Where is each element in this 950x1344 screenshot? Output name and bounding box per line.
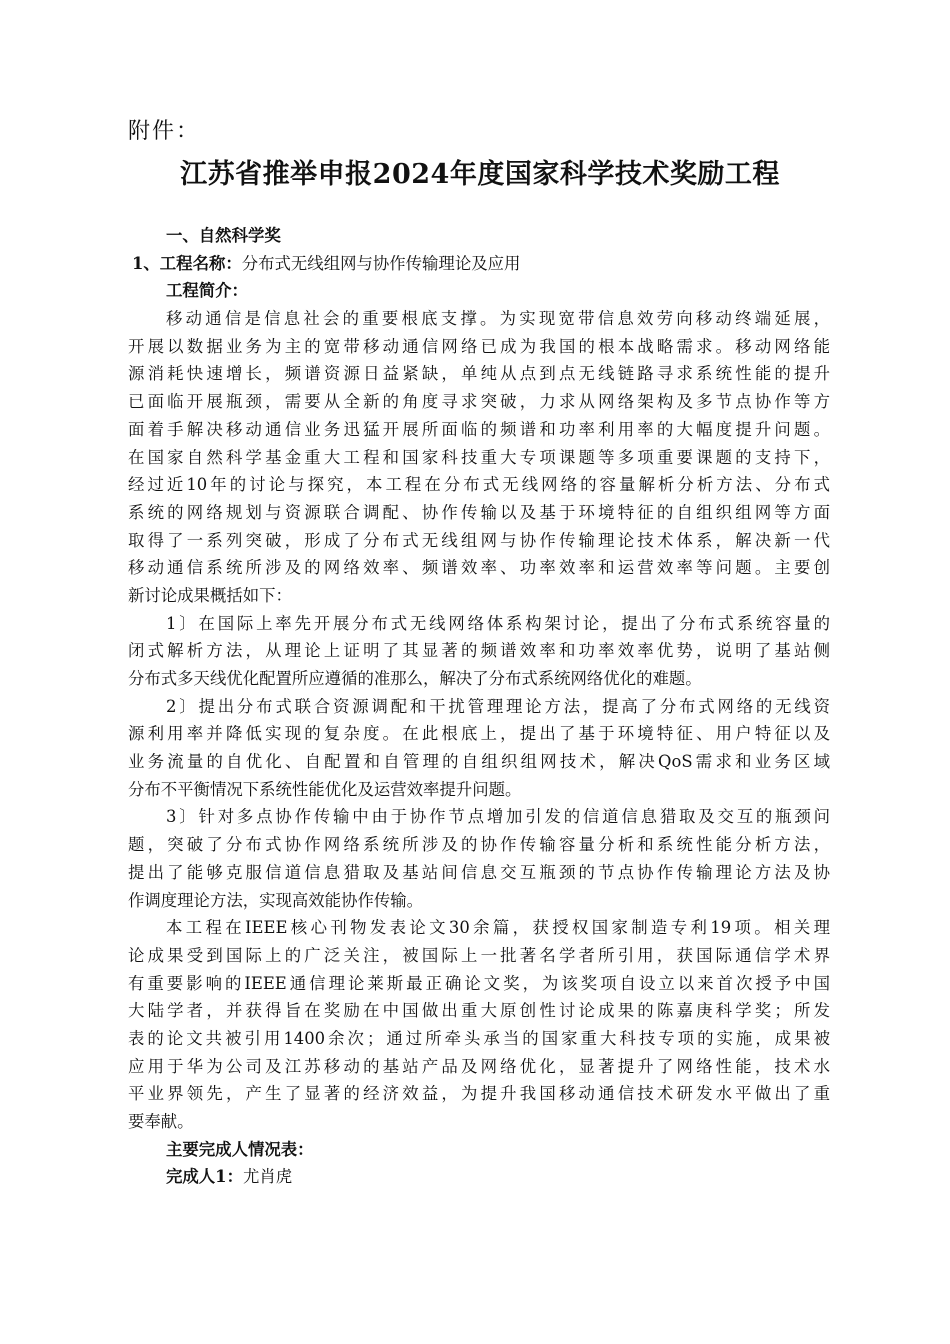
paragraph-line: 取得了一系列突破，形成了分布式无线组网与协作传输理论技术体系，解决新一代	[128, 530, 830, 550]
person-value: 尤肖虎	[242, 1167, 293, 1187]
people-table-label: 主要完成人情况表：	[166, 1139, 314, 1159]
paragraph-line: 闭式解析方法，从理论上证明了其显著的频谱效率和功率效率优势，说明了基站侧	[128, 641, 830, 661]
paragraph-line: 1〕在国际上率先开展分布式无线网络体系构架讨论，提出了分布式系统容量的	[166, 613, 830, 633]
paragraph-line: 本工程在IEEE核心刊物发表论文30余篇，获授权国家制造专利19项。相关理	[166, 918, 830, 938]
project-name-value: 分布式无线组网与协作传输理论及应用	[241, 253, 521, 273]
paragraph-line: 应用于华为公司及江苏移动的基站产品及网络优化，显著提升了网络性能，技术水	[128, 1056, 830, 1076]
paragraph-line: 要奉献。	[128, 1112, 194, 1131]
paragraph-line: 提出了能够克服信道信息猎取及基站间信息交互瓶颈的节点协作传输理论方法及协	[128, 862, 830, 882]
paragraph-line: 大陆学者，并获得旨在奖励在中国做出重大原创性讨论成果的陈嘉庚科学奖；所发	[128, 1001, 830, 1021]
paragraph-line: 业务流量的自优化、自配置和自管理的自组织组网技术，解决QoS需求和业务区域	[128, 752, 830, 772]
paragraph-line: 论成果受到国际上的广泛关注，被国际上一批著名学者所引用，获国际通信学术界	[128, 945, 830, 965]
paragraph-line: 已面临开展瓶颈，需要从全新的角度寻求突破，力求从网络架构及多节点协作等方	[128, 392, 830, 412]
paragraph-line: 表的论文共被引用1400余次；通过所牵头承当的国家重大科技专项的实施，成果被	[128, 1028, 830, 1048]
person-label: 完成人1：	[166, 1167, 243, 1187]
paragraph-line: 2〕提出分布式联合资源调配和干扰管理理论方法，提高了分布式网络的无线资	[166, 696, 830, 716]
paragraph-line: 分布不平衡情况下系统性能优化及运营效率提升问题。	[128, 779, 522, 799]
paragraph-line: 移动通信系统所涉及的网络效率、频谱效率、功率效率和运营效率等问题。主要创	[128, 558, 830, 578]
project-intro-label: 工程简介：	[166, 281, 248, 301]
paragraph-line: 经过近10年的讨论与探究，本工程在分布式无线网络的容量解析分析方法、分布式	[128, 475, 830, 495]
paragraph-line: 有重要影响的IEEE通信理论莱斯最正确论文奖，为该奖项自设立以来首次授予中国	[128, 973, 830, 993]
paragraph-line: 题，突破了分布式协作网络系统所涉及的协作传输容量分析和系统性能分析方法，	[128, 835, 830, 855]
paragraph-line: 分布式多天线优化配置所应遵循的准那么，解决了分布式系统网络优化的难题。	[128, 669, 702, 688]
paragraph-line: 系统的网络规划与资源联合调配、协作传输以及基于环境特征的自组织组网等方面	[128, 502, 830, 522]
person-line	[128, 1163, 830, 1191]
section-heading: 一、自然科学奖	[166, 226, 281, 245]
project-name-label: 1、工程名称：	[132, 253, 242, 273]
paragraph-line: 作调度理论方法，实现高效能协作传输。	[128, 890, 424, 910]
project-name-line	[128, 250, 830, 278]
document-title: 江苏省推举申报2024年度国家科学技术奖励工程	[180, 159, 780, 190]
paragraph-line: 平业界领先，产生了显著的经济效益，为提升我国移动通信技术研发水平做出了重	[128, 1084, 830, 1104]
paragraph-line: 源利用率并降低实现的复杂度。在此根底上，提出了基于环境特征、用户特征以及	[128, 724, 830, 744]
paragraph-line: 开展以数据业务为主的宽带移动通信网络已成为我国的根本战略需求。移动网络能	[128, 336, 830, 356]
document-body	[128, 222, 830, 1191]
paragraph-line: 3〕针对多点协作传输中由于协作节点增加引发的信道信息猎取及交互的瓶颈问	[166, 807, 830, 827]
paragraph-line: 新讨论成果概括如下：	[128, 585, 292, 605]
paragraph-line: 面着手解决移动通信业务迅猛开展所面临的频谱和功率利用率的大幅度提升问题。	[128, 419, 830, 439]
paragraph-line: 移动通信是信息社会的重要根底支撑。为实现宽带信息效劳向移动终端延展，	[166, 309, 830, 329]
attachment-label: 附件：	[128, 119, 201, 144]
paragraph-line: 源消耗快速增长，频谱资源日益紧缺，单纯从点到点无线链路寻求系统性能的提升	[128, 364, 830, 384]
paragraph-line: 在国家自然科学基金重大工程和国家科技重大专项课题等多项重要课题的支持下，	[128, 447, 830, 467]
